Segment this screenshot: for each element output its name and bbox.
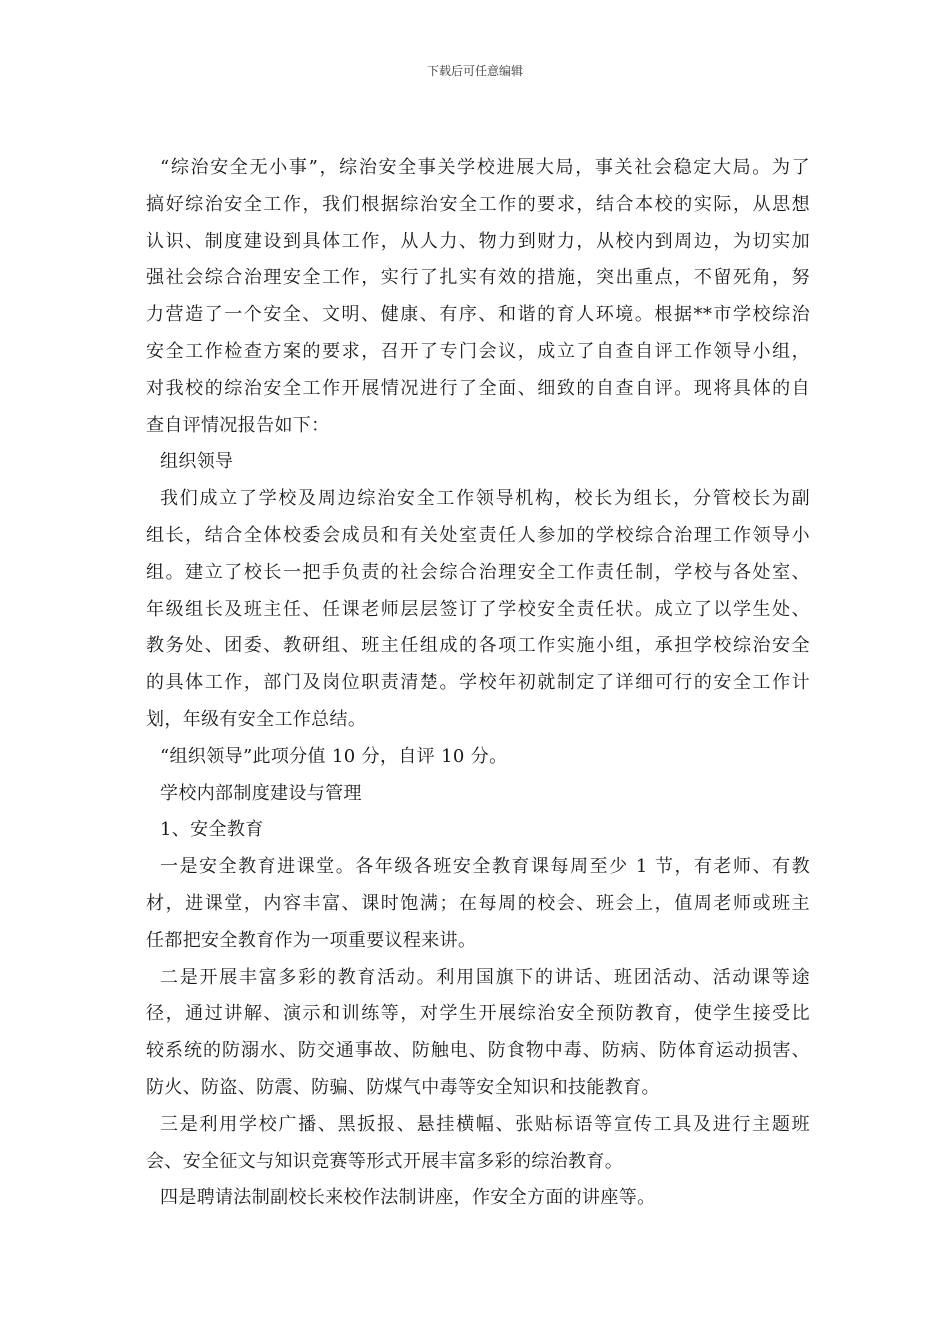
text-line: 组织领导 bbox=[160, 451, 234, 473]
text-line: 防火、防盗、防震、防骗、防煤气中毒等安全知识和技能教育。 bbox=[146, 1076, 660, 1098]
text-line: 三是利用学校广播、黑扳报、悬挂横幅、张贴标语等宣传工具及进行主题班 bbox=[160, 1113, 810, 1135]
text-line: 学校内部制度建设与管理 bbox=[160, 782, 362, 804]
text-line: 任都把安全教育作为一项重要议程来讲。 bbox=[146, 929, 477, 951]
text-line: 搞好综治安全工作，我们根据综治安全工作的要求，结合本校的实际，从思想 bbox=[146, 193, 810, 215]
text-line: “综治安全无小事”，综治安全事关学校进展大局，事关社会稳定大局。为了 bbox=[160, 157, 810, 178]
text-line: 会、安全征文与知识竞赛等形式开展丰富多彩的综治教育。 bbox=[146, 1150, 624, 1172]
page-header: 下载后可任意编辑 bbox=[426, 64, 523, 78]
text-line: 材，进课堂，内容丰富、课时饱满；在每周的校会、班会上，值周老师或班主 bbox=[146, 892, 810, 914]
text-line: 四是聘请法制副校长来校作法制讲座，作安全方面的讲座等。 bbox=[160, 1187, 656, 1209]
text-line: 我们成立了学校及周边综治安全工作领导机构，校长为组长，分管校长为副 bbox=[160, 488, 810, 510]
text-line: 1、安全教育 bbox=[160, 819, 264, 841]
text-line: 安全工作检查方案的要求，召开了专门会议，成立了自查自评工作领导小组， bbox=[146, 340, 810, 362]
text-line: 认识、制度建设到具体工作，从人力、物力到财力，从校内到周边，为切实加 bbox=[146, 230, 810, 252]
text-line: 径，通过讲解、演示和训练等，对学生开展综治安全预防教育，使学生接受比 bbox=[146, 1003, 810, 1025]
text-line: 的具体工作，部门及岗位职责清楚。学校年初就制定了详细可行的安全工作计 bbox=[146, 672, 810, 694]
text-line: 对我校的综治安全工作开展情况进行了全面、细致的自查自评。现将具体的自 bbox=[146, 377, 810, 399]
text-line: “组织领导”此项分值 10 分，自评 10 分。 bbox=[160, 745, 508, 767]
text-line: 组。建立了校长一把手负责的社会综合治理安全工作责任制，学校与各处室、 bbox=[146, 561, 810, 583]
text-line: 查自评情况报告如下： bbox=[146, 414, 330, 436]
text-line: 较系统的防溺水、防交通事故、防触电、防食物中毒、防病、防体育运动损害、 bbox=[146, 1040, 810, 1062]
text-line: 力营造了一个安全、文明、健康、有序、和谐的育人环境。根据**市学校综治 bbox=[146, 304, 810, 326]
text-line: 年级组长及班主任、任课老师层层签订了学校安全责任状。成立了以学生处、 bbox=[146, 598, 810, 620]
text-line: 划，年级有安全工作总结。 bbox=[146, 708, 367, 730]
text-line: 二是开展丰富多彩的教育活动。利用国旗下的讲话、班团活动、活动课等途 bbox=[160, 966, 810, 988]
document-body bbox=[146, 150, 810, 1217]
text-line: 组长，结合全体校委会成员和有关处室责任人参加的学校综合治理工作领导小 bbox=[146, 524, 810, 546]
text-line: 教务处、团委、教研组、班主任组成的各项工作实施小组，承担学校综治安全 bbox=[146, 635, 810, 657]
text-line: 强社会综合治理安全工作，实行了扎实有效的措施，突出重点，不留死角，努 bbox=[146, 267, 810, 289]
text-line: 一是安全教育进课堂。各年级各班安全教育课每周至少 1 节，有老师、有教 bbox=[160, 856, 810, 878]
